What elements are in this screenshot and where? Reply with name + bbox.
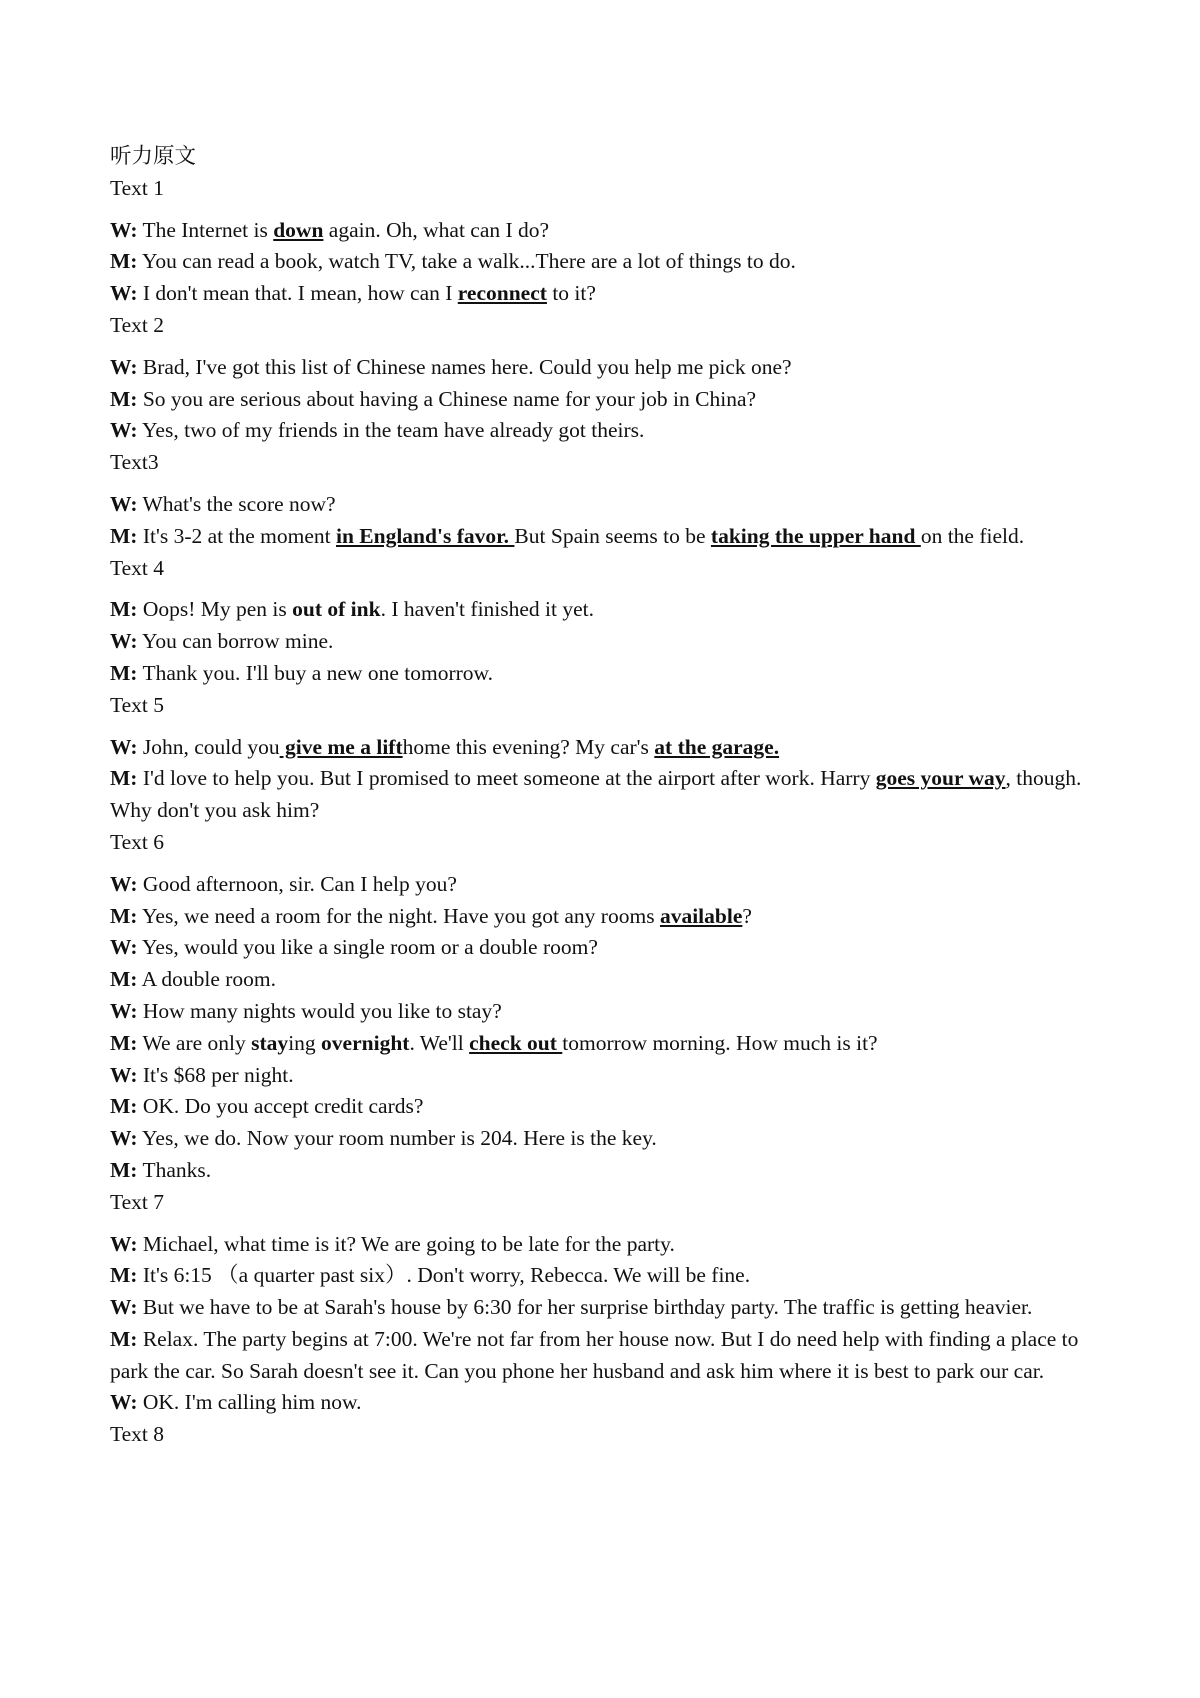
speaker-label: M:: [110, 523, 138, 548]
line-text: , though. Why don't you ask him?: [110, 766, 1082, 823]
dialogue-line: [110, 626, 1110, 658]
line-text: I'd love to help you. But I promised to meet someone at the airport after work. Harry: [137, 766, 876, 791]
speaker-label: W:: [110, 491, 138, 516]
dialogue-line: [110, 1387, 1110, 1419]
line-text: . We'll: [409, 1030, 470, 1055]
dialogue-line: [110, 1060, 1110, 1092]
dialogue-section: [110, 869, 1110, 1187]
highlighted-phrase: overnight: [321, 1030, 410, 1055]
line-text: It's 3-2 at the moment: [137, 523, 336, 548]
dialogue-section: [110, 1229, 1110, 1420]
line-text: A double room.: [137, 967, 277, 992]
dialogue-line: [110, 215, 1110, 247]
text-label: Text 6: [110, 829, 165, 854]
text-label: Text 8: [110, 1422, 165, 1447]
line-text: home this evening? My car's: [402, 734, 655, 759]
dialogue-line: [110, 932, 1110, 964]
line-text: tomorrow morning. How much is it?: [562, 1030, 878, 1055]
line-text: John, could you: [137, 734, 280, 759]
dialogue-line: [110, 1292, 1110, 1324]
speaker-label: M:: [110, 766, 138, 791]
speaker-label: M:: [110, 1263, 138, 1288]
line-text: I don't mean that. I mean, how can I: [137, 281, 458, 306]
text-label: Text 5: [110, 692, 165, 717]
line-text: Yes, we do. Now your room number is 204. Here is the key.: [137, 1126, 657, 1151]
highlighted-phrase: out of ink: [292, 597, 381, 622]
dialogue-line: [110, 763, 1110, 827]
highlighted-phrase: reconnect: [457, 281, 547, 306]
dialogue-section: [110, 352, 1110, 447]
line-text: Thank you. I'll buy a new one tomorrow.: [137, 660, 494, 685]
speaker-label: W:: [110, 998, 138, 1023]
speaker-label: W:: [110, 418, 138, 443]
highlighted-phrase: down: [273, 217, 324, 242]
line-text: Yes, we need a room for the night. Have you got any rooms: [137, 903, 660, 928]
dialogue-line: [110, 384, 1110, 416]
text-label: Text 7: [110, 1189, 165, 1214]
highlighted-phrase: goes your way: [875, 766, 1006, 791]
dialogue-line: [110, 1260, 1110, 1292]
speaker-label: M:: [110, 660, 138, 685]
dialogue-line: [110, 1324, 1110, 1388]
dialogue-line: [110, 1229, 1110, 1261]
speaker-label: W:: [110, 734, 138, 759]
dialogue-line: [110, 1123, 1110, 1155]
line-text: You can read a book, watch TV, take a walk...There are a lot of things to do.: [137, 249, 796, 274]
dialogue-section: [110, 215, 1110, 310]
line-text: ing: [288, 1030, 322, 1055]
speaker-label: W:: [110, 354, 138, 379]
line-text: The Internet is: [137, 217, 274, 242]
line-text: What's the score now?: [137, 491, 336, 516]
line-text: But we have to be at Sarah's house by 6:30 for her surprise birthday party. The traffic is getting heavier.: [137, 1295, 1033, 1320]
speaker-label: M:: [110, 597, 138, 622]
line-text: on the field.: [920, 523, 1025, 548]
line-text: Thanks.: [137, 1157, 212, 1182]
text-label: Text 4: [110, 555, 165, 580]
line-text: It's 6:15 （a quarter past six）. Don't worry, Rebecca. We will be fine.: [137, 1263, 751, 1288]
dialogue-line: [110, 732, 1110, 764]
speaker-label: M:: [110, 1326, 138, 1351]
dialogue-section: [110, 489, 1110, 553]
line-text: You can borrow mine.: [137, 629, 334, 654]
speaker-label: M:: [110, 249, 138, 274]
page-title: 听力原文: [110, 144, 197, 168]
line-text: How many nights would you like to stay?: [137, 998, 502, 1023]
dialogue-section: [110, 732, 1110, 827]
line-text: Yes, two of my friends in the team have already got theirs.: [137, 418, 645, 443]
speaker-label: W:: [110, 935, 138, 960]
dialogue-line: [110, 1091, 1110, 1123]
speaker-label: W:: [110, 1062, 138, 1087]
dialogue-line: [110, 278, 1110, 310]
line-text: It's $68 per night.: [137, 1062, 294, 1087]
highlighted-phrase: taking the upper hand: [710, 523, 921, 548]
dialogue-line: [110, 996, 1110, 1028]
line-text: We are only: [137, 1030, 252, 1055]
line-text: again. Oh, what can I do?: [323, 217, 550, 242]
line-text: Michael, what time is it? We are going to be late for the party.: [137, 1231, 675, 1256]
dialogue-line: [110, 415, 1110, 447]
line-text: So you are serious about having a Chinese name for your job in China?: [137, 386, 757, 411]
dialogue-line: [110, 1155, 1110, 1187]
line-text: ?: [742, 903, 752, 928]
line-text: OK. I'm calling him now.: [137, 1390, 362, 1415]
line-text: Relax. The party begins at 7:00. We're not far from her house now. But I do need help with finding a place to park the car. So Sarah doesn't see it. Can you phone her husband and ask him where it is best to park our car.: [110, 1326, 1079, 1383]
text-label: Text3: [110, 450, 159, 475]
line-text: But Spain seems to be: [514, 523, 711, 548]
line-text: OK. Do you accept credit cards?: [137, 1094, 424, 1119]
speaker-label: W:: [110, 871, 138, 896]
speaker-label: M:: [110, 386, 138, 411]
dialogue-line: [110, 594, 1110, 626]
line-text: Yes, would you like a single room or a double room?: [137, 935, 598, 960]
dialogue-line: [110, 901, 1110, 933]
line-text: Oops! My pen is: [137, 597, 293, 622]
line-text: to it?: [546, 281, 596, 306]
speaker-label: W:: [110, 1126, 138, 1151]
dialogue-line: [110, 658, 1110, 690]
speaker-label: W:: [110, 281, 138, 306]
speaker-label: W:: [110, 1390, 138, 1415]
text-label: Text 1: [110, 175, 165, 200]
transcript-content: [110, 141, 1110, 1451]
line-text: . I haven't finished it yet.: [380, 597, 595, 622]
dialogue-line: [110, 352, 1110, 384]
dialogue-line: [110, 869, 1110, 901]
highlighted-phrase: give me a lift: [279, 734, 403, 759]
speaker-label: M:: [110, 1157, 138, 1182]
line-text: Brad, I've got this list of Chinese names here. Could you help me pick one?: [137, 354, 792, 379]
text-label: Text 2: [110, 312, 165, 337]
highlighted-phrase: in England's favor.: [335, 523, 515, 548]
highlighted-phrase: at the garage.: [654, 734, 780, 759]
dialogue-line: [110, 1028, 1110, 1060]
speaker-label: W:: [110, 1295, 138, 1320]
dialogue-line: [110, 489, 1110, 521]
transcript-sections: [110, 173, 1110, 1451]
dialogue-line: [110, 521, 1110, 553]
speaker-label: M:: [110, 1094, 138, 1119]
speaker-label: W:: [110, 629, 138, 654]
highlighted-phrase: check out: [469, 1030, 563, 1055]
highlighted-phrase: stay: [251, 1030, 289, 1055]
speaker-label: W:: [110, 1231, 138, 1256]
speaker-label: W:: [110, 217, 138, 242]
speaker-label: M:: [110, 967, 138, 992]
speaker-label: M:: [110, 1030, 138, 1055]
highlighted-phrase: available: [659, 903, 743, 928]
line-text: Good afternoon, sir. Can I help you?: [137, 871, 457, 896]
dialogue-line: [110, 246, 1110, 278]
speaker-label: M:: [110, 903, 138, 928]
dialogue-section: [110, 594, 1110, 689]
dialogue-line: [110, 964, 1110, 996]
